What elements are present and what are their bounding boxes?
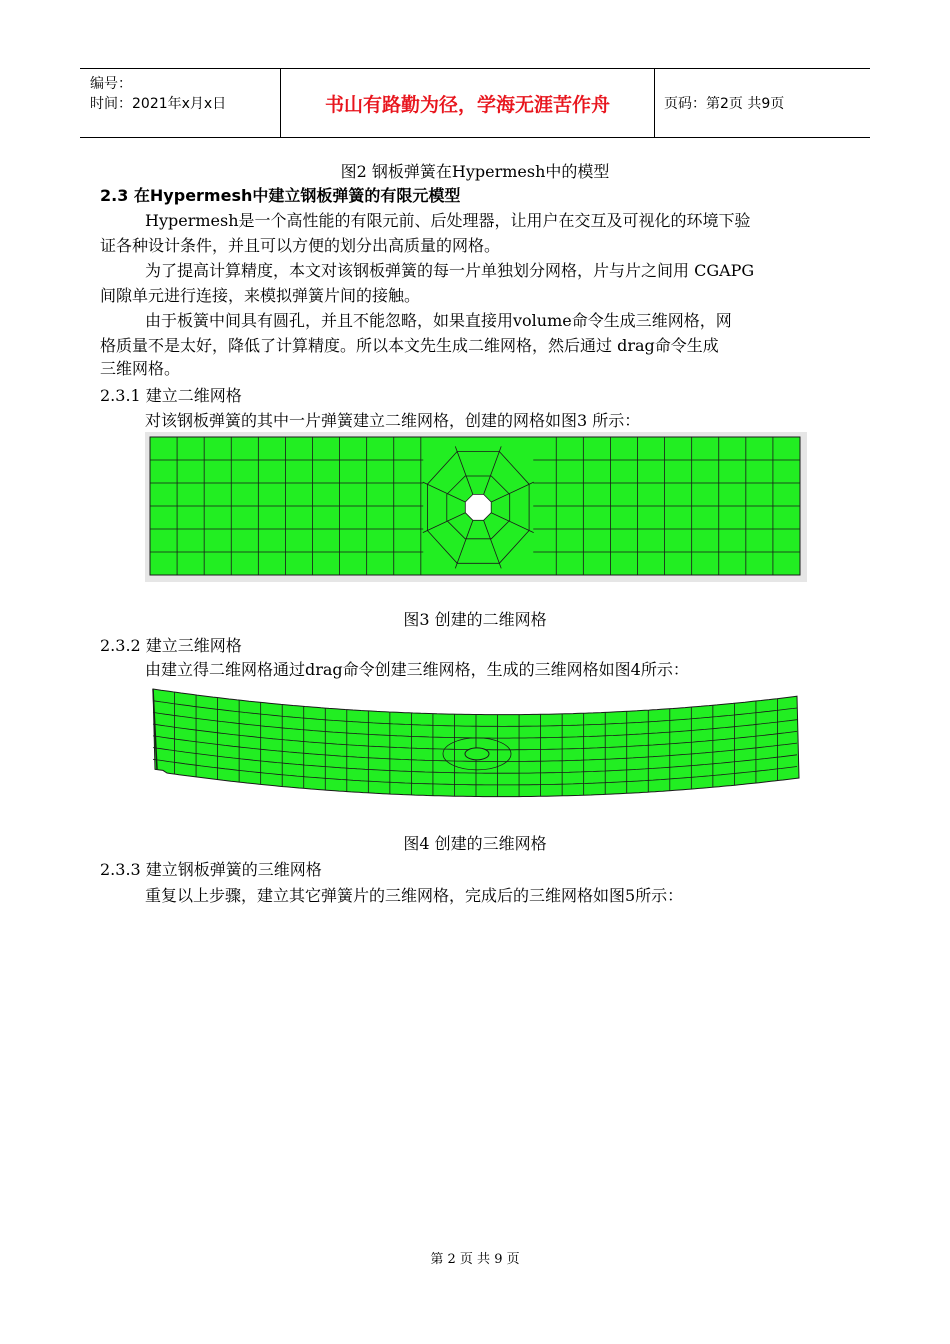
paragraph-4: 对该钢板弹簧的其中一片弹簧建立二维网格，创建的网格如图3 所示： [145,411,641,430]
time-label: 时间：2021年x月x日 [90,96,227,112]
paragraph-5: 由建立得二维网格通过drag命令创建三维网格，生成的三维网格如图4所示： [145,660,689,679]
page-header [80,68,870,138]
header-info-cell [80,69,281,137]
motto-cell [281,69,655,137]
paragraph-3-line-3: 三维网格。 [100,359,181,378]
motto-text: 书山有路勤为径，学海无涯苦作舟 [324,93,610,116]
paragraph-3-line-1: 由于板簧中间具有圆孔，并且不能忽略，如果直接用volume命令生成三维网格，网 [145,311,732,330]
page-info-text: 页码：第2页 共9页 [664,96,785,112]
paragraph-1-line-1: Hypermesh是一个高性能的有限元前、后处理器，让用户在交互及可视化的环境下验 [145,211,751,230]
section-2-3-2-title: 2.3.2 建立三维网格 [100,636,242,655]
paragraph-2-line-1: 为了提高计算精度，本文对该钢板弹簧的每一片单独划分网格，片与片之间用 CGAPG [145,261,755,280]
paragraph-2-line-2: 间隙单元进行连接，来模拟弹簧片间的接触。 [100,286,421,305]
section-2-3-title: 2.3 在Hypermesh中建立钢板弹簧的有限元模型 [100,186,461,205]
paragraph-6: 重复以上步骤，建立其它弹簧片的三维网格，完成后的三维网格如图5所示： [145,886,684,905]
fig2-caption: 图2 钢板弹簧在Hypermesh中的模型 [340,162,610,181]
number-label: 编号： [90,76,132,92]
paragraph-1-line-2: 证各种设计条件，并且可以方便的划分出高质量的网格。 [100,236,501,255]
paragraph-3-line-2: 格质量不是太好，降低了计算精度。所以本文先生成二维网格，然后通过 drag命令生成 [100,336,719,355]
page-info-cell [664,69,870,137]
fig4-3d-mesh-image [145,684,807,806]
section-2-3-1-title: 2.3.1 建立二维网格 [100,386,242,405]
page-footer: 第 2 页 共 9 页 [430,1252,520,1267]
fig3-2d-mesh-image [145,432,807,582]
fig3-caption: 图3 创建的二维网格 [403,610,547,629]
fig4-caption: 图4 创建的三维网格 [403,834,547,853]
section-2-3-3-title: 2.3.3 建立钢板弹簧的三维网格 [100,860,322,879]
